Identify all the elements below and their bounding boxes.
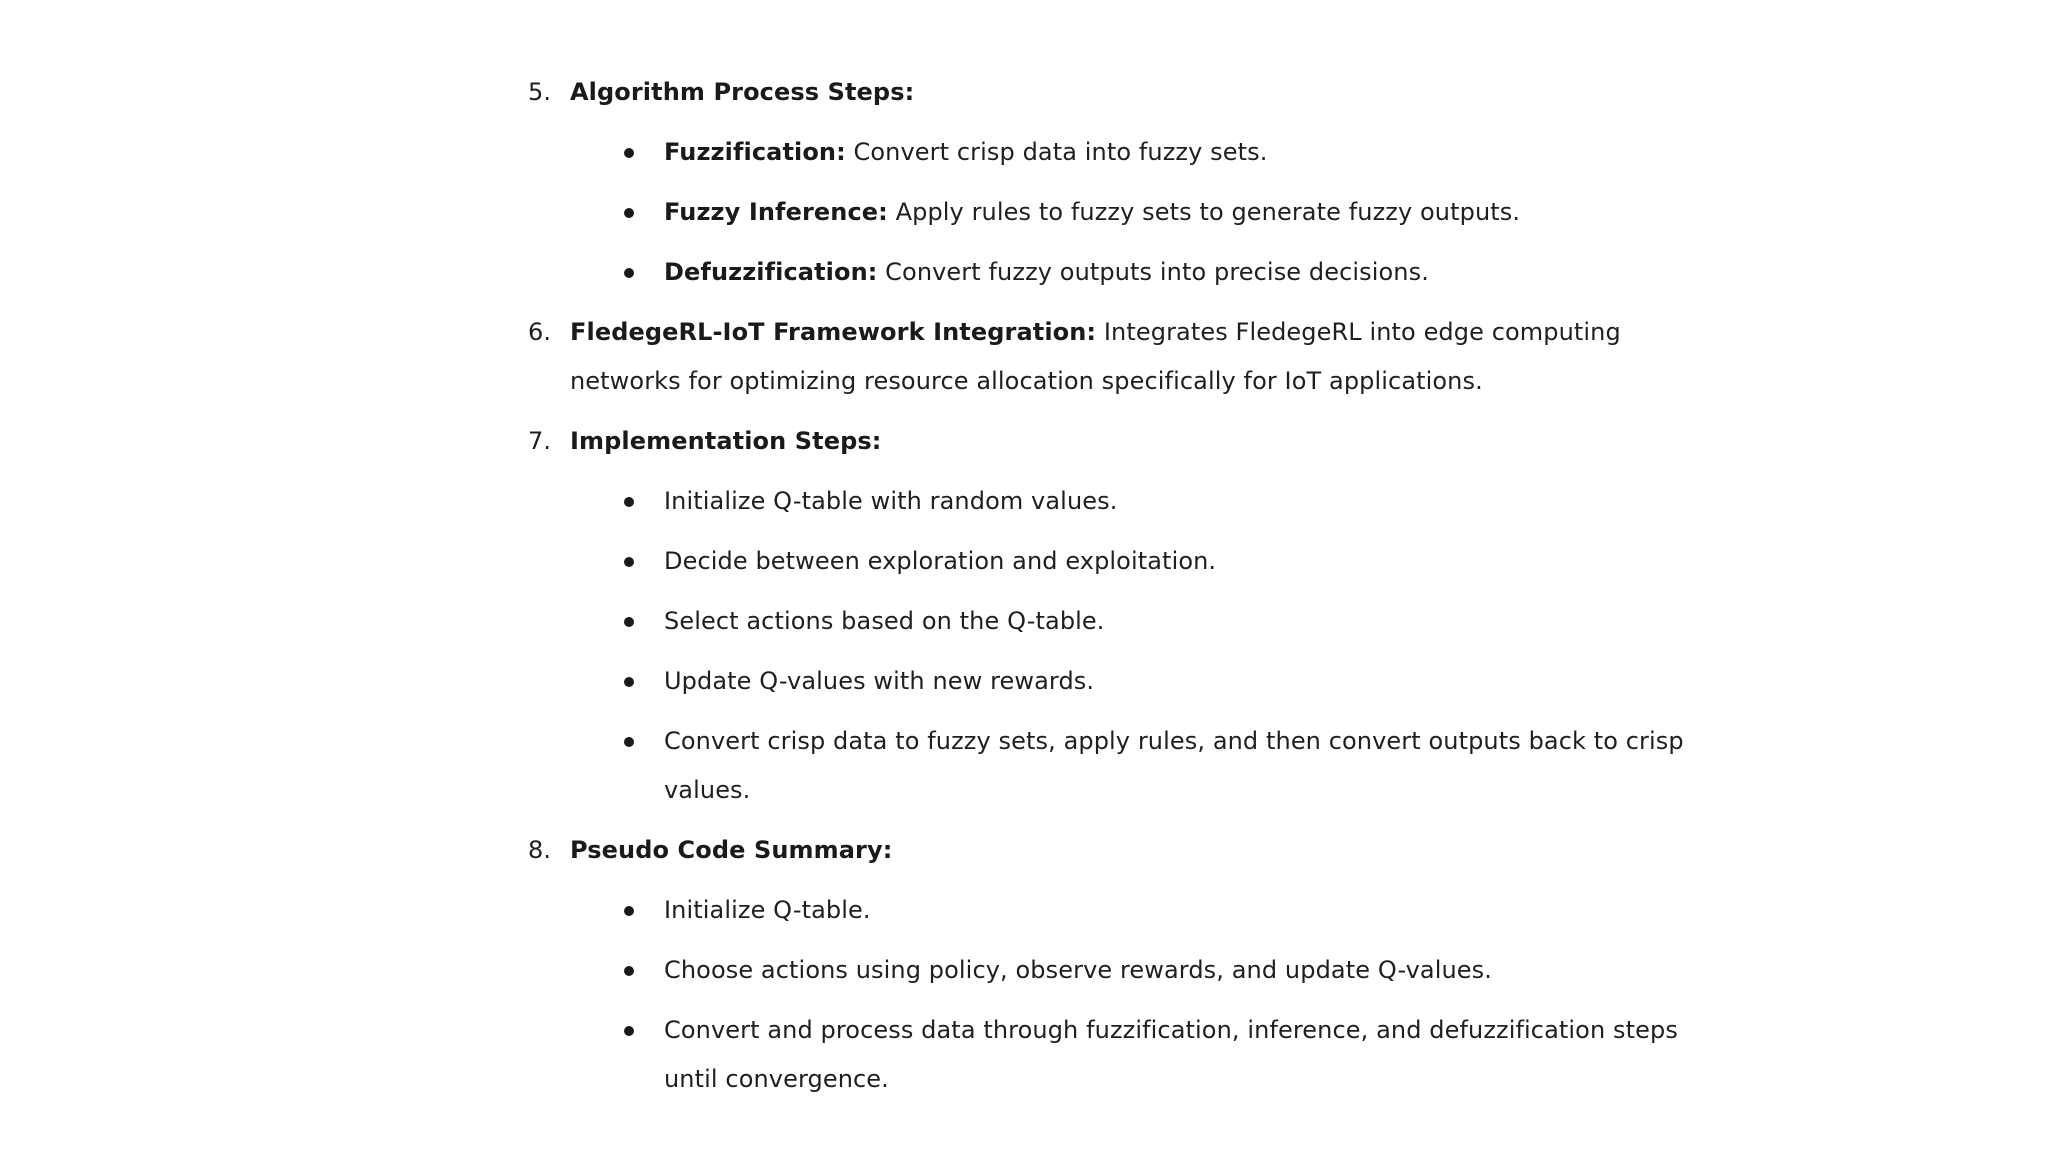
sub-list-item: [570, 128, 1728, 177]
list-item-pseudo-code-summary: [528, 826, 1728, 1104]
sub-list: [570, 128, 1728, 297]
sub-list-item: [570, 477, 1728, 526]
sub-item-text: Initialize Q-table with random values.: [664, 487, 1118, 515]
sub-list-item: [570, 248, 1728, 297]
sub-item-text: Initialize Q-table.: [664, 896, 871, 924]
bullet-icon: [624, 617, 634, 627]
list-item-implementation-steps: [528, 417, 1728, 815]
list-item-algorithm-process-steps: [528, 68, 1728, 297]
sub-item-text: Select actions based on the Q-table.: [664, 607, 1105, 635]
item-title: Algorithm Process Steps:: [570, 78, 915, 106]
bullet-icon: [624, 148, 634, 158]
sub-item-text: Convert and process data through fuzzification, inference, and defuzzification steps until convergence.: [664, 1016, 1678, 1093]
sub-item-text: Convert fuzzy outputs into precise decisions.: [877, 258, 1429, 286]
sub-list: [570, 477, 1728, 815]
sub-list-item: [570, 597, 1728, 646]
sub-list-item: [570, 657, 1728, 706]
item-number: 7.: [528, 427, 552, 455]
bullet-icon: [624, 208, 634, 218]
bullet-icon: [624, 737, 634, 747]
sub-item-text: Convert crisp data into fuzzy sets.: [845, 138, 1268, 166]
item-title: Implementation Steps:: [570, 427, 882, 455]
item-title: Pseudo Code Summary:: [570, 836, 893, 864]
bullet-icon: [624, 906, 634, 916]
sub-item-text: Decide between exploration and exploitation.: [664, 547, 1217, 575]
item-number: 5.: [528, 78, 552, 106]
sub-item-lead: Fuzzy Inference:: [664, 198, 888, 226]
item-title: FledegeRL-IoT Framework Integration:: [570, 318, 1097, 346]
sub-list-item: [570, 946, 1728, 995]
bullet-icon: [624, 268, 634, 278]
bullet-icon: [624, 677, 634, 687]
sub-list: [570, 886, 1728, 1104]
sub-item-text: Apply rules to fuzzy sets to generate fuzzy outputs.: [887, 198, 1521, 226]
sub-list-item: [570, 537, 1728, 586]
sub-item-lead: Defuzzification:: [664, 258, 878, 286]
bullet-icon: [624, 1026, 634, 1036]
document-body: [528, 68, 1728, 1115]
sub-list-item: [570, 886, 1728, 935]
bullet-icon: [624, 557, 634, 567]
item-number: 8.: [528, 836, 552, 864]
sub-item-lead: Fuzzification:: [664, 138, 846, 166]
sub-list-item: [570, 717, 1728, 815]
bullet-icon: [624, 966, 634, 976]
sub-list-item: [570, 1006, 1728, 1104]
list-item-framework-integration: [528, 308, 1728, 406]
item-number: 6.: [528, 318, 552, 346]
sub-item-text: Choose actions using policy, observe rewards, and update Q-values.: [664, 956, 1492, 984]
sub-item-text: Convert crisp data to fuzzy sets, apply rules, and then convert outputs back to crisp values.: [664, 727, 1684, 804]
bullet-icon: [624, 497, 634, 507]
item-text: Integrates FledegeRL into edge computing networks for optimizing resource allocation specifically for IoT applications.: [570, 318, 1621, 395]
sub-list-item: [570, 188, 1728, 237]
sub-item-text: Update Q-values with new rewards.: [664, 667, 1095, 695]
